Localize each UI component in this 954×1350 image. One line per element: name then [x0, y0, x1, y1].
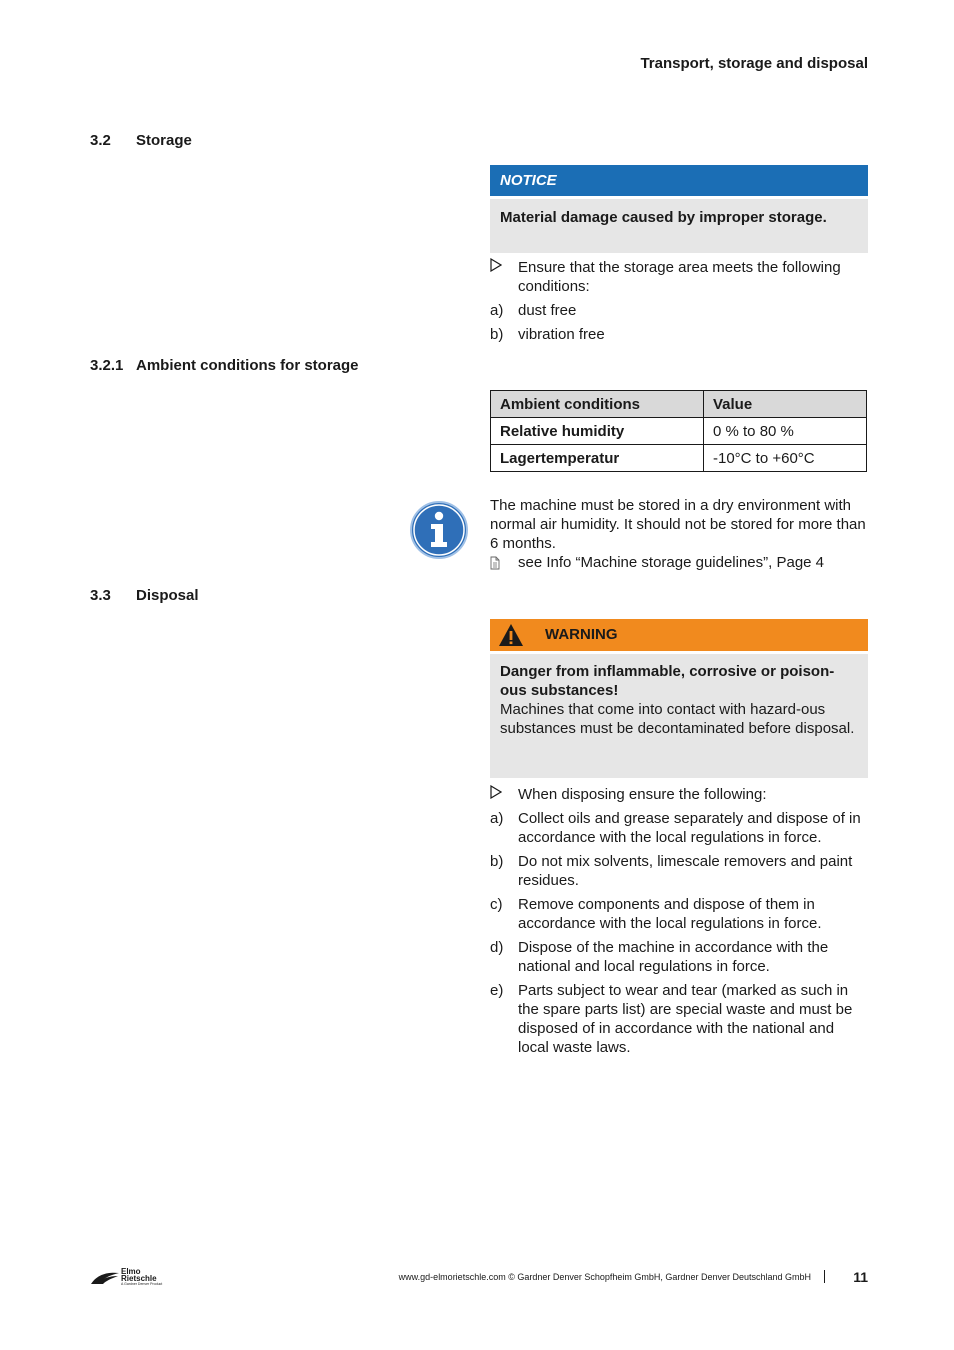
table-header: Value — [704, 391, 867, 418]
storage-instructions — [490, 258, 868, 349]
notice-box — [490, 165, 868, 253]
warning-label: WARNING — [545, 626, 618, 643]
list-item: e) Parts subject to wear and tear (marked as such in the spare parts list) are special waste and must be disposed of in accordance with the national and local waste laws. — [490, 982, 853, 1056]
section-number: 3.2.1 — [90, 357, 124, 374]
notice-label: NOTICE — [490, 165, 868, 196]
warning-box — [490, 619, 868, 778]
section-heading-disposal — [90, 587, 199, 604]
info-reference — [490, 553, 868, 572]
footer-copyright: © Gardner Denver Schopfheim GmbH, Gardner Denver Deutschland GmbH — [508, 1272, 811, 1282]
triangle-bullet-icon — [490, 258, 502, 277]
instruction-step: When disposing ensure the following: — [490, 785, 868, 804]
logo-name-line2: Rietschle — [121, 1274, 157, 1283]
table-header-row — [491, 391, 867, 418]
section-heading-storage — [90, 132, 192, 149]
info-reference-link[interactable]: see Info “Machine storage guidelines”, Page 4 — [518, 554, 825, 571]
page-number: 11 — [853, 1269, 868, 1285]
section-title: Ambient conditions for storage — [136, 357, 359, 374]
warning-text: Machines that come into contact with hazard-ous substances must be decontaminated before disposal. — [500, 701, 855, 737]
ambient-table-wrap — [490, 390, 867, 472]
list-item: b) vibration free — [490, 326, 605, 343]
table-cell: Relative humidity — [491, 418, 704, 445]
table-row — [491, 445, 867, 472]
brand-logo — [90, 1268, 170, 1290]
list-item: a) Collect oils and grease separately and dispose of in accordance with the local regulations in force. — [490, 810, 861, 846]
warning-body — [490, 654, 868, 778]
table-row — [491, 418, 867, 445]
table-cell: -10°C to +60°C — [704, 445, 867, 472]
list-item: c) Remove components and dispose of them in accordance with the local regulations in force. — [490, 896, 822, 932]
list-item: d) Dispose of the machine in accordance with the national and local regulations in force. — [490, 939, 829, 975]
notice-message: Material damage caused by improper storage. — [490, 199, 868, 253]
table-cell: Lagertemperatur — [491, 445, 704, 472]
info-icon — [409, 500, 469, 565]
instruction-step: Ensure that the storage area meets the following conditions: — [490, 258, 868, 296]
info-text: The machine must be stored in a dry environment with normal air humidity. It should not be stored for more than 6 months. — [490, 497, 866, 552]
triangle-bullet-icon — [490, 785, 502, 804]
warning-triangle-icon — [498, 623, 524, 659]
section-heading-ambient — [90, 357, 359, 374]
table-header: Ambient conditions — [491, 391, 704, 418]
document-reference-icon — [490, 553, 500, 575]
warning-headline: Danger from inflammable, corrosive or poison-ous substances! — [500, 663, 835, 699]
ambient-conditions-table — [490, 390, 867, 472]
running-header: Transport, storage and disposal — [640, 55, 868, 72]
footer-divider — [824, 1270, 825, 1283]
disposal-instructions — [490, 785, 868, 1062]
warning-header — [490, 619, 868, 651]
footer-website-link[interactable]: www.gd-elmorietschle.com — [398, 1272, 506, 1282]
section-number: 3.3 — [90, 587, 111, 604]
list-item: a) dust free — [490, 302, 577, 319]
section-number: 3.2 — [90, 132, 111, 149]
swoosh-icon — [90, 1271, 120, 1285]
footer-copyright-line — [399, 1272, 811, 1282]
section-title: Storage — [136, 132, 192, 149]
logo-name-line1: Elmo — [121, 1267, 141, 1276]
logo-tagline: A Gardner Denver Product — [121, 1282, 163, 1286]
table-cell: 0 % to 80 % — [704, 418, 867, 445]
section-title: Disposal — [136, 587, 199, 604]
list-item: b) Do not mix solvents, limescale removers and paint residues. — [490, 853, 853, 889]
info-block — [490, 496, 868, 577]
